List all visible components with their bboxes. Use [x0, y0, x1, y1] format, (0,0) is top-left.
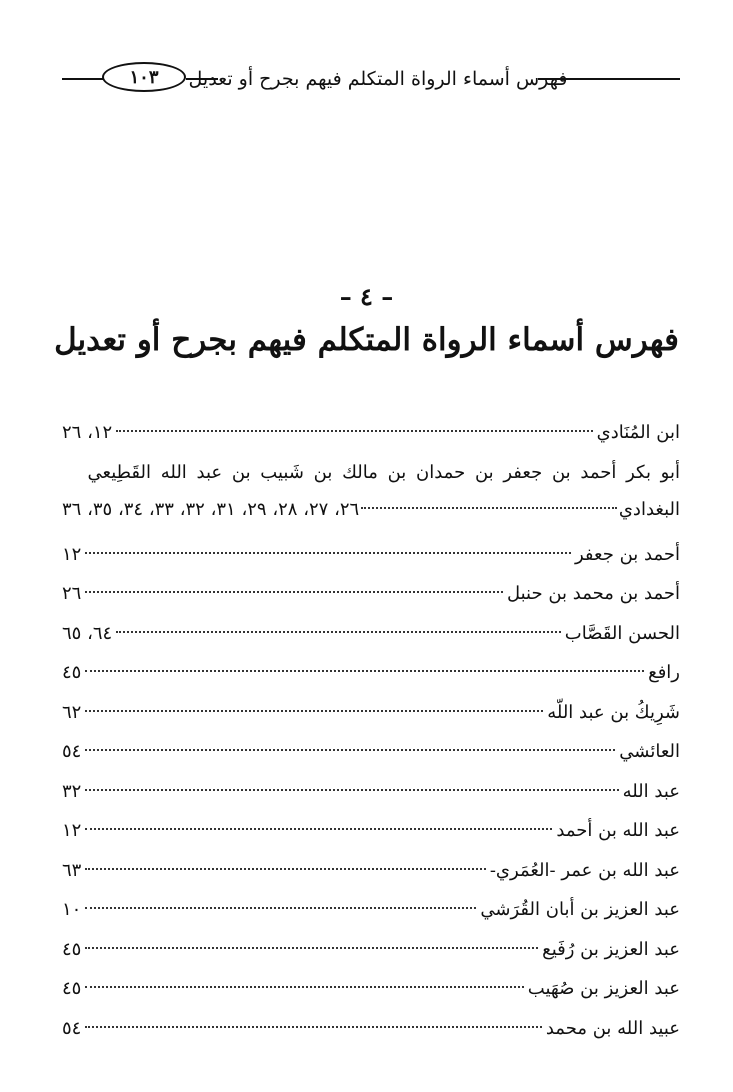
entry-name: ابن المُنَادي — [596, 422, 680, 443]
running-title: فهرس أسماء الرواة المتكلم فيهم بجرح أو تعديل — [188, 68, 568, 90]
entry-name: عبد العزيز بن رُفَيع — [542, 938, 680, 960]
entry-pages: ٤٥ — [62, 662, 82, 683]
entry-pages: ٥٤ — [62, 741, 82, 762]
index-entry — [62, 658, 680, 698]
entry-name: عبد الله بن عمر -العُمَري- — [489, 859, 680, 881]
index-entry — [62, 935, 680, 975]
index-entry — [62, 1014, 680, 1054]
dot-leader — [85, 789, 618, 791]
entry-pages: ٣٢ — [62, 780, 82, 802]
index-entry — [62, 418, 680, 458]
dot-leader — [116, 430, 592, 432]
index-entry — [62, 579, 680, 619]
index-entry — [62, 777, 680, 817]
entry-name: عبد الله — [622, 780, 680, 802]
entry-pages: ٦٤، ٦٥ — [62, 622, 113, 644]
entry-name-line1 — [62, 458, 680, 495]
dot-leader — [85, 907, 476, 909]
section-number: – ٤ – — [339, 282, 394, 311]
entry-name: عبد العزيز بن صُهَيب — [527, 978, 680, 999]
header-rule-left — [62, 78, 104, 80]
index-entry — [62, 974, 680, 1014]
dot-leader — [85, 710, 543, 712]
entry-pages: ١٠ — [62, 899, 82, 920]
entry-pages: ٤٥ — [62, 938, 82, 960]
section-title: فهرس أسماء الرواة المتكلم فيهم بجرح أو تعديل — [54, 322, 679, 358]
entry-name: أحمد بن محمد بن حنبل — [506, 583, 680, 604]
entry-pages: ٤٥ — [62, 978, 82, 999]
running-header — [62, 58, 680, 98]
dot-leader — [85, 868, 486, 870]
entry-pages: ٦٣ — [62, 859, 82, 881]
entry-name: شَرِيكُ بن عبد اللّه — [547, 701, 680, 723]
dot-leader — [85, 1026, 542, 1028]
dot-leader — [85, 828, 552, 830]
dot-leader — [85, 591, 503, 593]
entry-name: عبد العزيز بن أبان القُرَشي — [480, 899, 680, 920]
entry-pages: ٦٢ — [62, 701, 82, 723]
index-entry — [62, 540, 680, 580]
entry-name: البغدادي — [618, 498, 680, 520]
index-entry — [62, 856, 680, 896]
entry-pages: ٢٦، ٢٧، ٢٨، ٢٩، ٣١، ٣٢، ٣٣، ٣٤، ٣٥، ٣٦ — [62, 498, 360, 520]
entry-pages: ١٢ — [62, 820, 82, 841]
dot-leader — [85, 986, 523, 988]
index-entry — [62, 458, 680, 540]
entry-name: أحمد بن جعفر — [575, 543, 680, 565]
dot-leader — [361, 507, 617, 509]
dot-leader — [85, 552, 571, 554]
page-number: ١٠٣ — [102, 62, 186, 92]
index-entry — [62, 619, 680, 659]
entry-pages: ١٢، ٢٦ — [62, 422, 113, 443]
entry-name-line2 — [62, 495, 680, 525]
entry-pages: ٥٤ — [62, 1017, 82, 1039]
index-entry — [62, 698, 680, 738]
index-entry — [62, 737, 680, 777]
index-entry — [62, 816, 680, 856]
index-entries — [62, 418, 680, 1053]
entry-name: عبد الله بن أحمد — [556, 820, 680, 841]
dot-leader — [116, 631, 561, 633]
entry-name: عبيد الله بن محمد — [545, 1017, 680, 1039]
entry-name: رافع — [648, 662, 680, 683]
dot-leader — [85, 670, 644, 672]
entry-pages: ١٢ — [62, 543, 82, 565]
entry-name: العائشي — [619, 741, 680, 762]
dot-leader — [85, 749, 615, 751]
dot-leader — [85, 947, 538, 949]
header-rule-right — [538, 78, 680, 80]
entry-name-line1-text: أبو بكر أحمد بن جعفر بن حمدان بن مالك بن شَبيب بن عبد الله القَطِيعي — [87, 461, 680, 483]
index-entry — [62, 895, 680, 935]
entry-name: الحسن القَصَّاب — [564, 622, 680, 644]
entry-pages: ٢٦ — [62, 583, 82, 604]
